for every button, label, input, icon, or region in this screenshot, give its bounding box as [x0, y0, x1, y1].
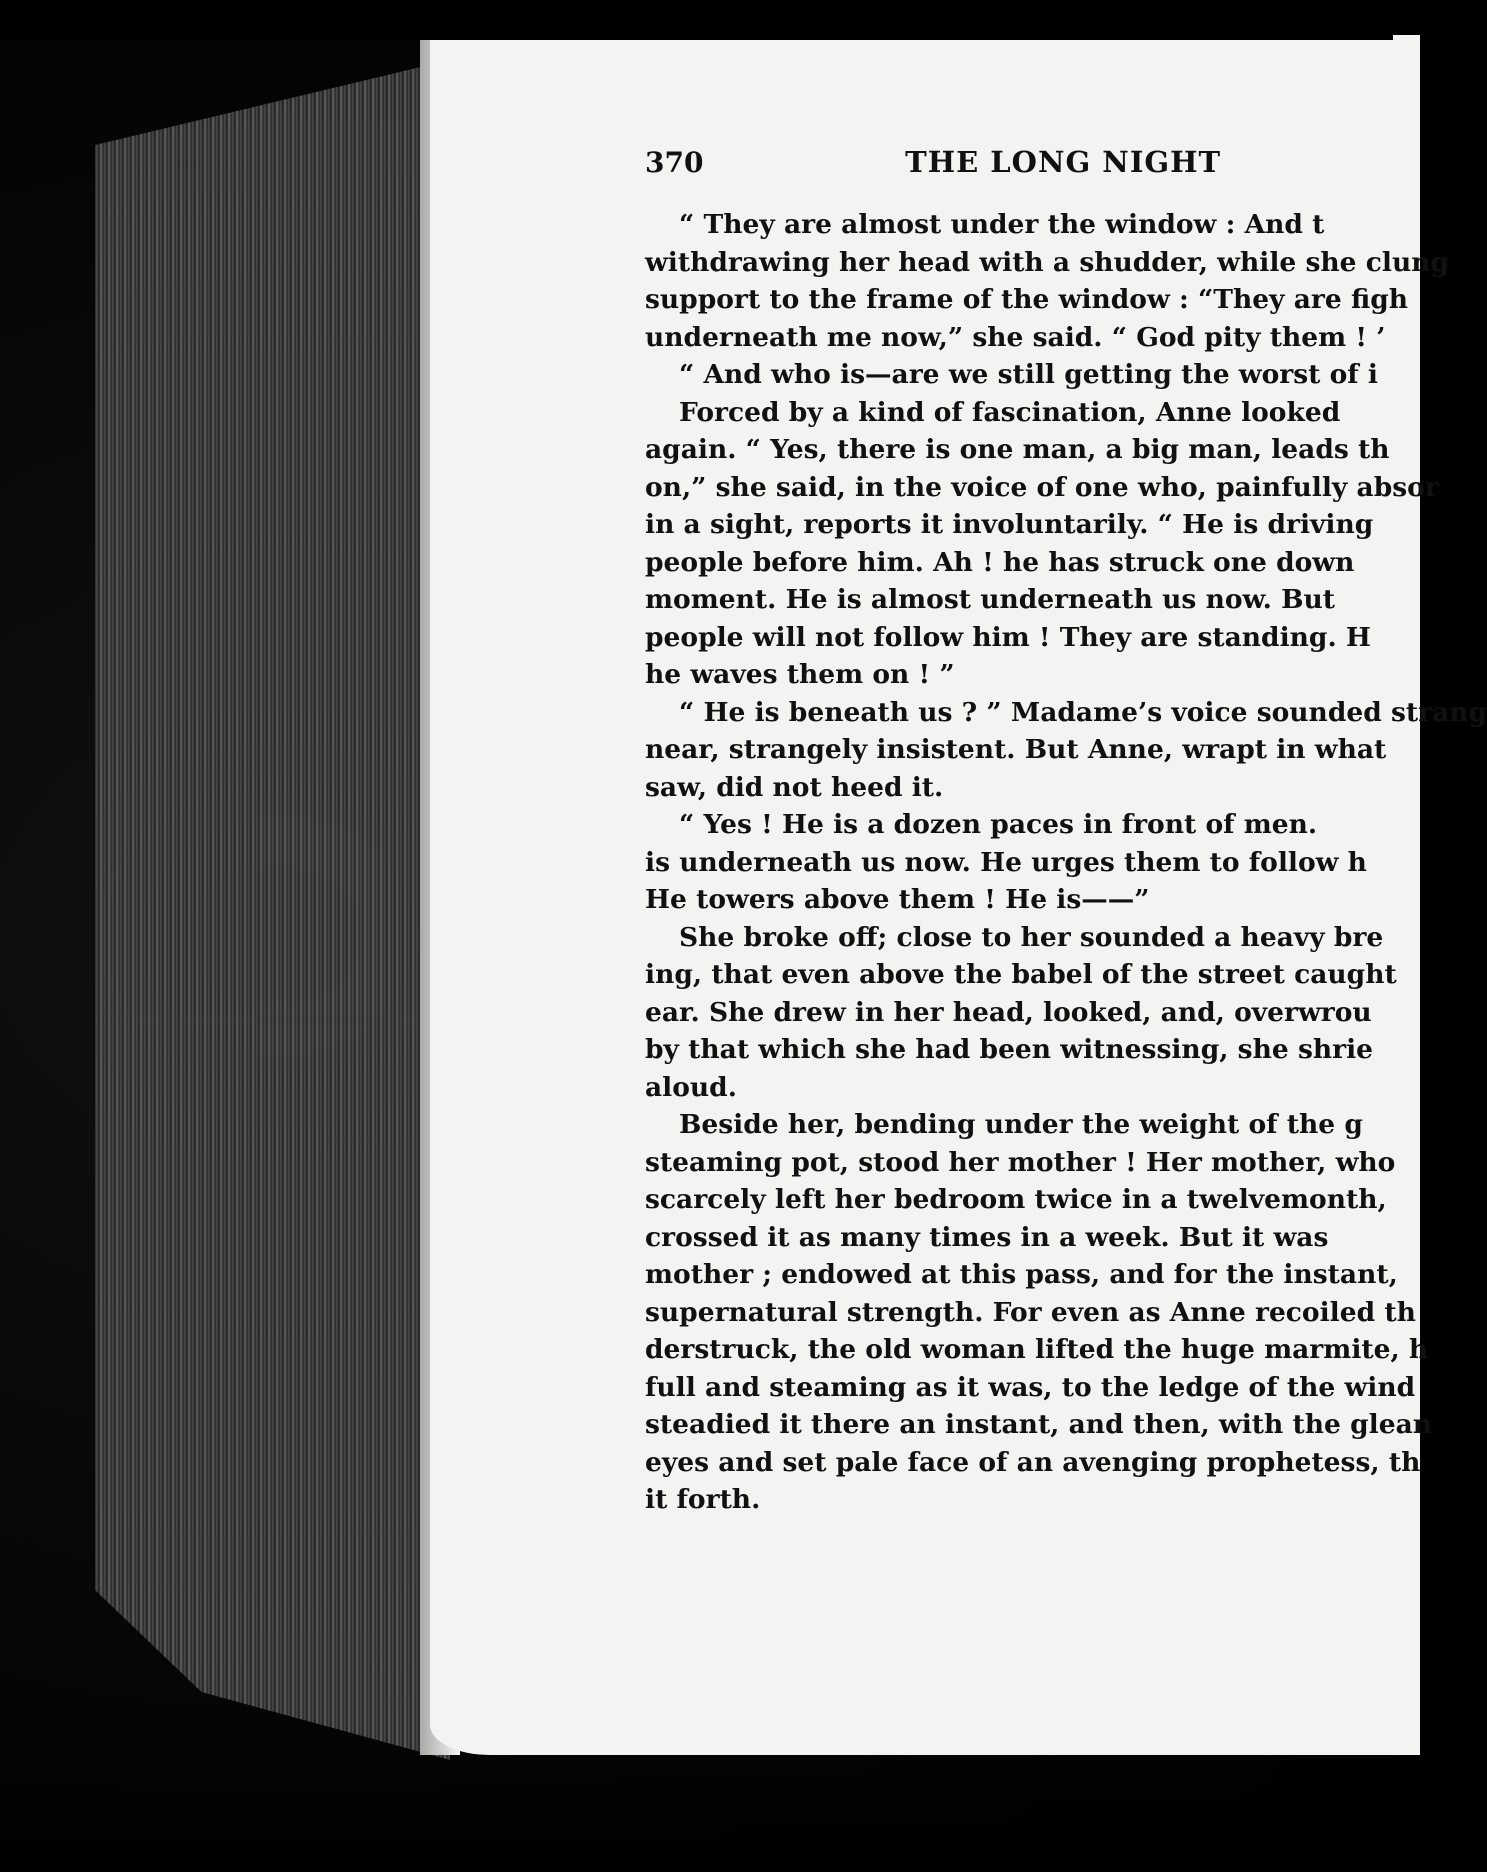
text-line: aloud.: [645, 1071, 737, 1103]
text-line: “ Yes ! He is a dozen paces in front of men.: [679, 809, 1318, 840]
text-line: She broke off; close to her sounded a heavy bre: [679, 921, 1384, 953]
text-line: on,” she said, in the voice of one who, painfully absor: [645, 471, 1439, 503]
text-line: in a sight, reports it involuntarily. “ He is driving: [645, 509, 1374, 540]
text-line: ing, that even above the babel of the street caught: [645, 959, 1397, 990]
text-line: support to the frame of the window : “They are figh: [645, 284, 1409, 315]
text-line: by that which she had been witnessing, she shrie: [645, 1034, 1374, 1065]
page-number: 370: [645, 146, 704, 179]
text-line: steaming pot, stood her mother ! Her mother, who: [645, 1146, 1396, 1178]
text-line: saw, did not heed it.: [645, 771, 944, 803]
text-line: “ They are almost under the window : And t: [679, 209, 1325, 240]
text-line: withdrawing her head with a shudder, while she clung: [645, 246, 1450, 278]
text-line: is underneath us now. He urges them to follow h: [645, 846, 1367, 878]
text-line: moment. He is almost underneath us now. But: [645, 584, 1336, 615]
text-line: eyes and set pale face of an avenging prophetess, th: [645, 1446, 1421, 1478]
text-line: Forced by a kind of fascination, Anne looked: [679, 396, 1341, 428]
text-line: He towers above them ! He is——”: [645, 884, 1150, 915]
text-line: he waves them on ! ”: [645, 659, 955, 690]
text-line: it forth.: [645, 1484, 761, 1515]
text-line: supernatural strength. For even as Anne recoiled th: [645, 1296, 1416, 1328]
text-line: steadied it there an instant, and then, with the glean: [645, 1409, 1433, 1440]
text-line: full and steaming as it was, to the ledge of the wind: [645, 1371, 1416, 1403]
text-line: crossed it as many times in a week. But it was: [645, 1221, 1329, 1253]
text-line: underneath me now,” she said. “ God pity them ! ’: [645, 321, 1386, 353]
text-line: Beside her, bending under the weight of the g: [679, 1109, 1363, 1140]
text-line: ear. She drew in her head, looked, and, overwrou: [645, 996, 1372, 1028]
text-line: again. “ Yes, there is one man, a big man, leads th: [645, 434, 1390, 465]
text-line: mother ; endowed at this pass, and for the instant,: [645, 1259, 1398, 1290]
text-line: near, strangely insistent. But Anne, wrapt in what: [645, 734, 1387, 765]
text-line: derstruck, the old woman lifted the huge marmite, h: [645, 1334, 1429, 1365]
text-line: people before him. Ah ! he has struck one down: [645, 546, 1355, 578]
text-line: “ He is beneath us ? ” Madame’s voice sounded strang: [679, 696, 1487, 728]
book-page-edges: [95, 60, 450, 1760]
running-title: THE LONG NIGHT: [905, 145, 1222, 179]
body-text: [645, 206, 1487, 1519]
text-line: people will not follow him ! They are standing. H: [645, 621, 1371, 653]
page-header: [645, 145, 1425, 179]
text-line: “ And who is—are we still getting the worst of i: [679, 359, 1378, 390]
text-line: scarcely left her bedroom twice in a twelvemonth,: [645, 1184, 1387, 1215]
